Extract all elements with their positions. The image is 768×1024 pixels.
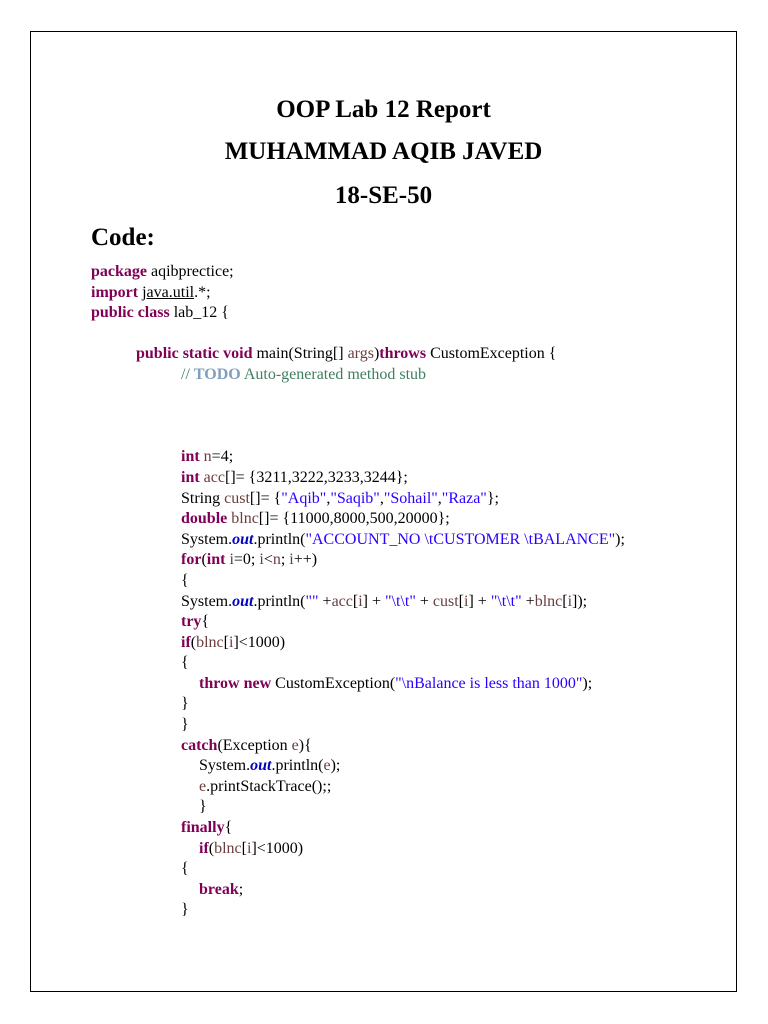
code-heading: Code: (91, 224, 155, 251)
code-line: if(blnc[i]<1000) (199, 839, 304, 857)
code-line-blank (91, 406, 625, 427)
code-listing (91, 262, 625, 921)
code-line: System.out.println(e); (199, 757, 341, 775)
code-line: { (181, 860, 189, 878)
code-line: int n=4; (181, 448, 234, 466)
code-line: public static void main(String[] args)throws CustomException { (136, 345, 557, 363)
code-line: } (181, 901, 189, 919)
document-page (30, 31, 737, 992)
code-line: { (181, 654, 189, 672)
report-title: OOP Lab 12 Report (276, 96, 491, 123)
code-line: public class lab_12 { (91, 304, 229, 322)
code-line: e.printStackTrace();; (199, 777, 332, 795)
code-line-blank (91, 427, 625, 448)
code-line: finally{ (181, 819, 233, 837)
code-line: } (199, 798, 207, 816)
code-line: double blnc[]= {11000,8000,500,20000}; (181, 510, 450, 528)
code-line: try{ (181, 613, 210, 631)
code-line: throw new CustomException("\nBalance is less than 1000"); (199, 674, 593, 692)
code-line: break; (199, 880, 244, 898)
code-line-blank (91, 324, 625, 345)
code-line: } (181, 695, 189, 713)
code-line: import java.util.*; (91, 283, 211, 301)
code-line: catch(Exception e){ (181, 736, 312, 754)
roll-number: 18-SE-50 (334, 182, 433, 209)
code-line: { (181, 571, 189, 589)
student-name: MUHAMMAD AQIB JAVED (224, 138, 543, 165)
code-line-blank (91, 386, 625, 407)
code-line: package aqibprectice; (91, 263, 234, 280)
code-line: if(blnc[i]<1000) (181, 633, 286, 651)
code-line: String cust[]= {"Aqib","Saqib","Sohail","Raza"}; (181, 489, 499, 507)
code-line: System.out.println("ACCOUNT_NO \tCUSTOMER \tBALANCE"); (181, 530, 625, 548)
code-line: System.out.println("" +acc[i] + "\t\t" + cust[i] + "\t\t" +blnc[i]); (181, 592, 588, 610)
code-comment: // TODO Auto-generated method stub (181, 365, 427, 383)
code-line: int acc[]= {3211,3222,3233,3244}; (181, 468, 408, 486)
code-line: } (181, 716, 189, 734)
code-line: for(int i=0; i<n; i++) (181, 551, 318, 569)
